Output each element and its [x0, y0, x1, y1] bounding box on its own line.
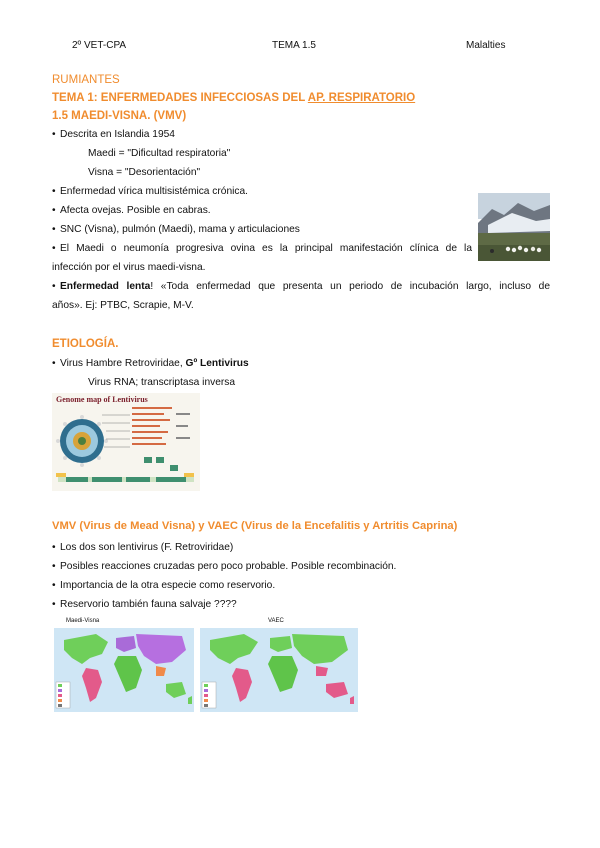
bullet-descrita: • Descrita en Islandia 1954 [52, 129, 175, 140]
bullet-lenta-line2: años». Ej: PTBC, Scrapie, M-V. [52, 300, 194, 311]
bullet-virus-hambre: • Virus Hambre Retroviridae, Gº Lentivirus [52, 358, 249, 369]
genome-map-figure [52, 393, 200, 491]
vmv-bullet-1: • Los dos son lentivirus (F. Retroviridae) [52, 542, 234, 553]
tema-link[interactable]: AP. RESPIRATORIO [307, 92, 416, 104]
map-maedi-label: Maedi-Visna [66, 618, 100, 624]
tema-title [52, 92, 415, 104]
genome-map-title: Genome map of Lentivirus [56, 395, 148, 404]
header-right: Malalties [466, 40, 506, 51]
landscape-photo [478, 193, 550, 261]
header-center: TEMA 1.5 [272, 40, 316, 51]
header-left: 2º VET-CPA [72, 40, 127, 51]
vmv-bullet-3: • Importancia de la otra especie como reservorio. [52, 580, 276, 591]
map-vaec-label: VAEC [268, 618, 284, 624]
maedi-definition: Maedi = "Dificultad respiratoria" [88, 148, 231, 159]
subtitle: 1.5 MAEDI-VISNA. (VMV) [52, 110, 187, 122]
virus-rna-text: Virus RNA; transcriptasa inversa [88, 377, 236, 388]
map-maedi-visna [52, 618, 196, 716]
bullet-maedi-line2: infección por el virus maedi-visna. [52, 262, 206, 273]
tema-prefix: TEMA 1: ENFERMEDADES INFECCIOSAS DEL [52, 92, 308, 104]
bullet-snc: • SNC (Visna), pulmón (Maedi), mama y articulaciones [52, 224, 300, 235]
bullet-maedi-line1: • El Maedi o neumonía progresiva ovina es la principal manifestación clínica de la [52, 243, 472, 254]
bullet-afecta: • Afecta ovejas. Posible en cabras. [52, 205, 211, 216]
vmv-bullet-2: • Posibles reacciones cruzadas pero poco probable. Posible recombinación. [52, 561, 397, 572]
visna-definition: Visna = "Desorientación" [88, 167, 201, 178]
bullet-enfermedad-virica: • Enfermedad vírica multisistémica crónica. [52, 186, 248, 197]
vmv-bullet-4: • Reservorio también fauna salvaje ???? [52, 599, 237, 610]
map-vaec [198, 618, 360, 716]
bullet-lenta-line1: • Enfermedad lenta! «Toda enfermedad que presenta un periodo de incubación largo, incluso de [52, 281, 550, 292]
etiologia-title: ETIOLOGÍA. [52, 338, 119, 350]
vmv-vaec-title: VMV (Virus de Mead Visna) y VAEC (Virus de la Encefalitis y Artritis Caprina) [52, 520, 458, 532]
section-title: RUMIANTES [52, 74, 120, 86]
